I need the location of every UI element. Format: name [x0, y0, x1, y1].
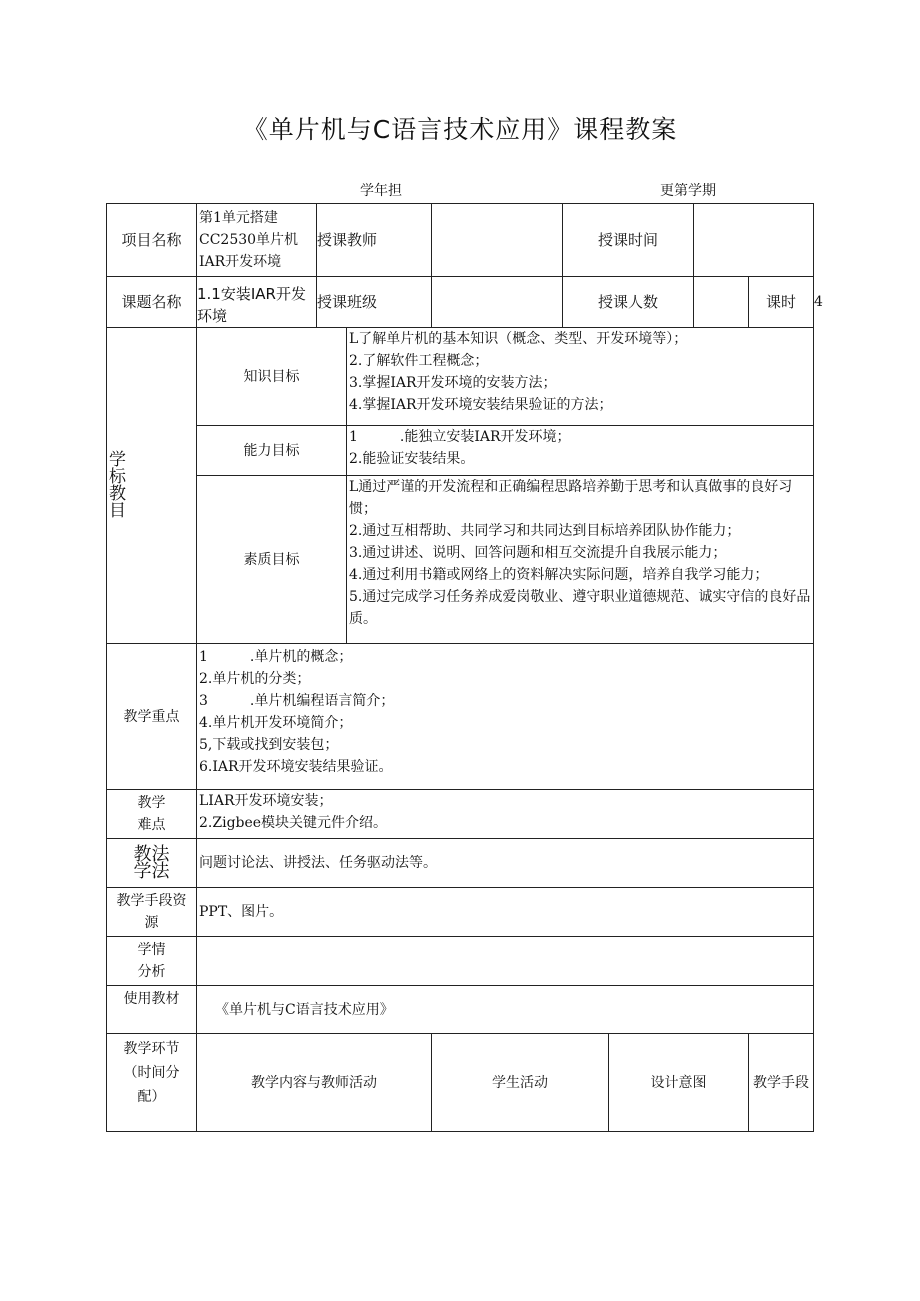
- quality-list: [347, 476, 814, 644]
- textbook-value: 《单片机与C语言技术应用》: [197, 986, 814, 1034]
- table-row: 课题名称 1.1安装IAR开发环境 授课班级 授课人数 课时 4: [107, 277, 814, 328]
- table-row: [107, 1034, 814, 1132]
- table-row: [107, 328, 814, 426]
- list-item: LIAR开发环境安装；: [199, 793, 333, 809]
- analysis-value: [197, 937, 814, 986]
- goals-label-text: 学标教目: [109, 449, 126, 521]
- key-points-label: 教学重点: [107, 644, 197, 790]
- stage-label-3: 配）: [137, 1089, 166, 1105]
- quality-label: 素质目标: [197, 476, 347, 644]
- means-value: PPT、图片。: [197, 888, 814, 937]
- table-row: [107, 476, 814, 644]
- table-row: [107, 839, 814, 888]
- semester: 更第学期: [660, 183, 716, 199]
- teacher-value: [432, 204, 563, 277]
- table-row: [107, 986, 814, 1034]
- list-item: 2.通过互相帮助、共同学习和共同达到目标培养团队协作能力；: [349, 523, 741, 539]
- time-label: 授课时间: [563, 204, 694, 277]
- topic-value: 1.1安装IAR开发环境: [197, 277, 317, 328]
- list-item: 1 .单片机的概念；: [199, 649, 353, 665]
- school-year: 学年担: [360, 183, 402, 199]
- table-row: [107, 790, 814, 839]
- hours-label: 课时: [749, 277, 814, 328]
- list-item: 5,下载或找到安装包；: [199, 737, 339, 753]
- analysis-label: [107, 937, 197, 986]
- project-label: 项目名称: [107, 204, 197, 277]
- means-header: 教学手段: [749, 1034, 814, 1132]
- project-value: 第1单元搭建CC2530单片机IAR开发环境: [197, 204, 317, 277]
- list-item: 2.能验证安装结果。: [349, 451, 475, 467]
- table-row: [107, 204, 814, 277]
- count-value: [694, 277, 749, 328]
- key-points-list: [197, 644, 814, 790]
- methods-label: [107, 839, 197, 888]
- methods-label-2: 学法: [133, 861, 170, 882]
- knowledge-label: 知识目标: [197, 328, 347, 426]
- list-item: 5.通过完成学习任务养成爱岗敬业、遵守职业道德规范、诚实守信的良好品质。: [349, 589, 811, 627]
- means-label: [107, 888, 197, 937]
- stage-label-2: （时间分: [123, 1065, 180, 1081]
- table-row: [107, 888, 814, 937]
- difficulties-label-1: 教学: [137, 795, 166, 811]
- list-item: L通过严谨的开发流程和正确编程思路培养勤于思考和认真做事的良好习惯；: [349, 479, 793, 517]
- list-item: 4.通过利用书籍或网络上的资料解决实际问题，培养自我学习能力；: [349, 567, 769, 583]
- list-item: 2.了解软件工程概念；: [349, 353, 489, 369]
- list-item: L了解单片机的基本知识（概念、类型、开发环境等）；: [349, 331, 688, 347]
- means-label-1: 教学手段资: [116, 893, 187, 909]
- difficulties-label: [107, 790, 197, 839]
- difficulties-list: [197, 790, 814, 839]
- knowledge-list: [347, 328, 814, 426]
- topic-label: 课题名称: [107, 277, 197, 328]
- list-item: 3 .单片机编程语言简介；: [199, 693, 395, 709]
- methods-label-1: 教法: [133, 844, 170, 865]
- class-label: 授课班级: [317, 277, 432, 328]
- content-header: 教学内容与教师活动: [197, 1034, 432, 1132]
- list-item: 2.Zigbee模块关键元件介绍。: [199, 815, 388, 831]
- list-item: 3.通过讲述、说明、回答问题和相互交流提升自我展示能力；: [349, 545, 727, 561]
- student-header: 学生活动: [432, 1034, 609, 1132]
- teacher-label: 授课教师: [317, 204, 432, 277]
- table-row: [107, 644, 814, 790]
- list-item: 6.IAR开发环境安装结果验证。: [199, 759, 393, 775]
- design-header: 设计意图: [609, 1034, 749, 1132]
- difficulties-label-2: 难点: [137, 817, 166, 833]
- page-title: 《单片机与C语言技术应用》课程教案: [242, 115, 678, 144]
- ability-label: 能力目标: [197, 426, 347, 476]
- count-label: 授课人数: [563, 277, 694, 328]
- methods-value: 问题讨论法、讲授法、任务驱动法等。: [197, 839, 814, 888]
- time-value: [694, 204, 814, 277]
- list-item: 1 .能独立安装IAR开发环境；: [349, 429, 571, 445]
- class-value: [432, 277, 563, 328]
- analysis-label-1: 学情: [137, 942, 166, 958]
- stage-label-1: 教学环节: [123, 1041, 180, 1057]
- analysis-label-2: 分析: [137, 964, 166, 980]
- textbook-label: 使用教材: [107, 986, 197, 1034]
- table-row: [107, 426, 814, 476]
- goals-label: [107, 328, 197, 644]
- list-item: 2.单片机的分类；: [199, 671, 311, 687]
- list-item: 4.单片机开发环境简介；: [199, 715, 353, 731]
- means-label-2: 源: [144, 915, 159, 931]
- stage-label: [107, 1034, 197, 1132]
- list-item: 4.掌握IAR开发环境安装结果验证的方法；: [349, 397, 613, 413]
- lesson-plan-table: [106, 203, 823, 1132]
- list-item: 3.掌握IAR开发环境的安装方法；: [349, 375, 557, 391]
- ability-list: [347, 426, 814, 476]
- table-row: [107, 937, 814, 986]
